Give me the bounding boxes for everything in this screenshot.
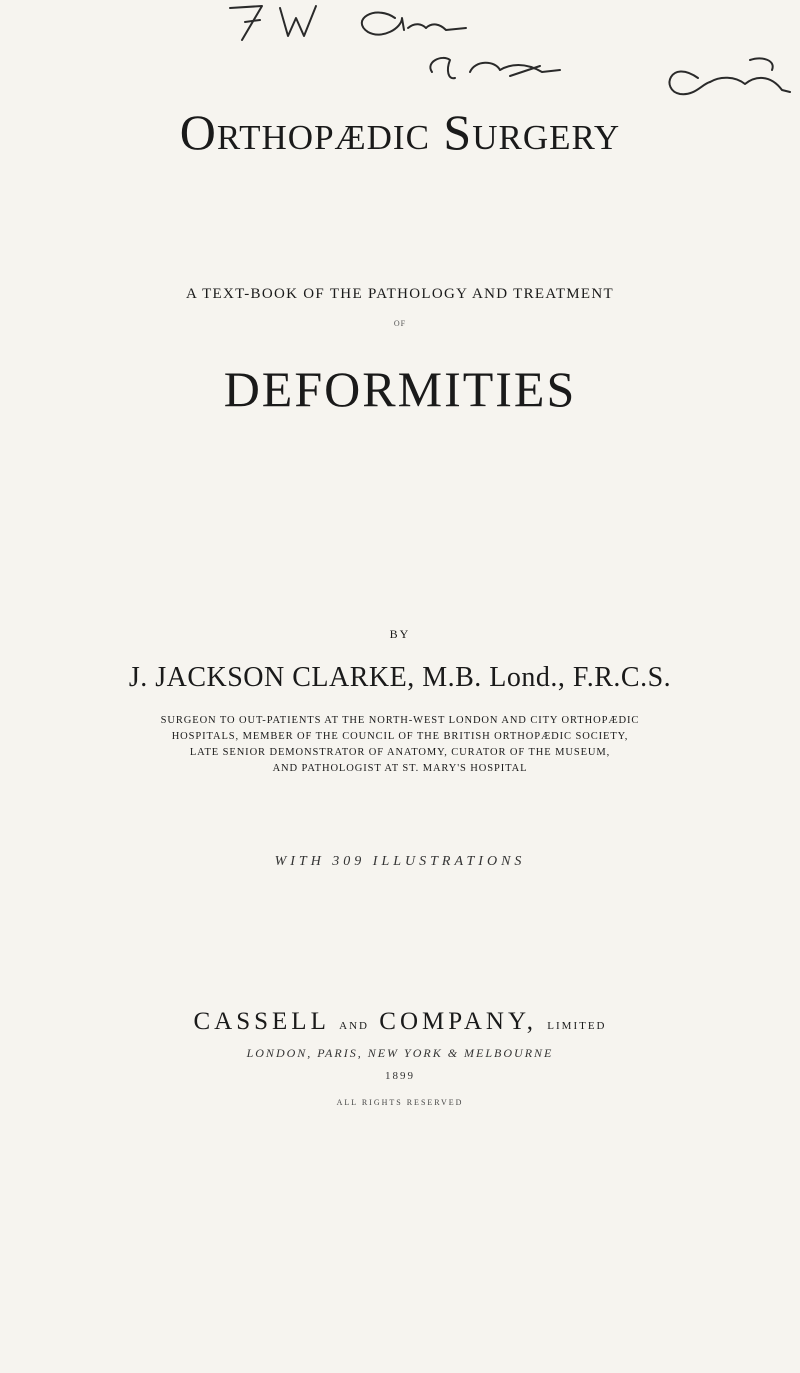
publication-year: 1899 [385,1070,415,1082]
by-line: BY [389,627,411,641]
credential-line: AND PATHOLOGIST AT ST. MARY'S HOSPITAL [272,763,528,774]
author-name: J. JACKSON CLARKE, M.B. Lond., F.R.C.S. [128,662,672,693]
credential-line: LATE SENIOR DEMONSTRATOR OF ANATOMY, CURATOR OF THE MUSEUM, [189,747,611,758]
main-subject: DEFORMITIES [223,361,577,417]
publisher-and: AND [339,1020,370,1032]
credential-line: SURGEON TO OUT-PATIENTS AT THE NORTH-WEST LONDON AND CITY ORTHOPÆDIC [160,715,640,726]
publisher-name-part2: COMPANY, [379,1008,538,1035]
publisher-cities: LONDON, PARIS, NEW YORK & MELBOURNE [246,1046,554,1060]
publisher-name-part1: CASSELL [193,1008,329,1035]
handwritten-inscription [150,0,800,110]
handwritten-signature [150,0,800,110]
subtitle-of: OF [393,319,407,328]
subtitle: A TEXT-BOOK OF THE PATHOLOGY AND TREATMENT [186,286,614,302]
publisher-name [0,1005,800,1043]
author-credentials [0,713,800,777]
book-title: Orthopædic Surgery [179,104,621,160]
illustrations-note: WITH 309 ILLUSTRATIONS [274,854,526,869]
publisher-limited: LIMITED [547,1020,607,1032]
credential-line: HOSPITALS, MEMBER OF THE COUNCIL OF THE BRITISH ORTHOPÆDIC SOCIETY, [171,731,629,742]
rights-notice: ALL RIGHTS RESERVED [336,1098,464,1107]
